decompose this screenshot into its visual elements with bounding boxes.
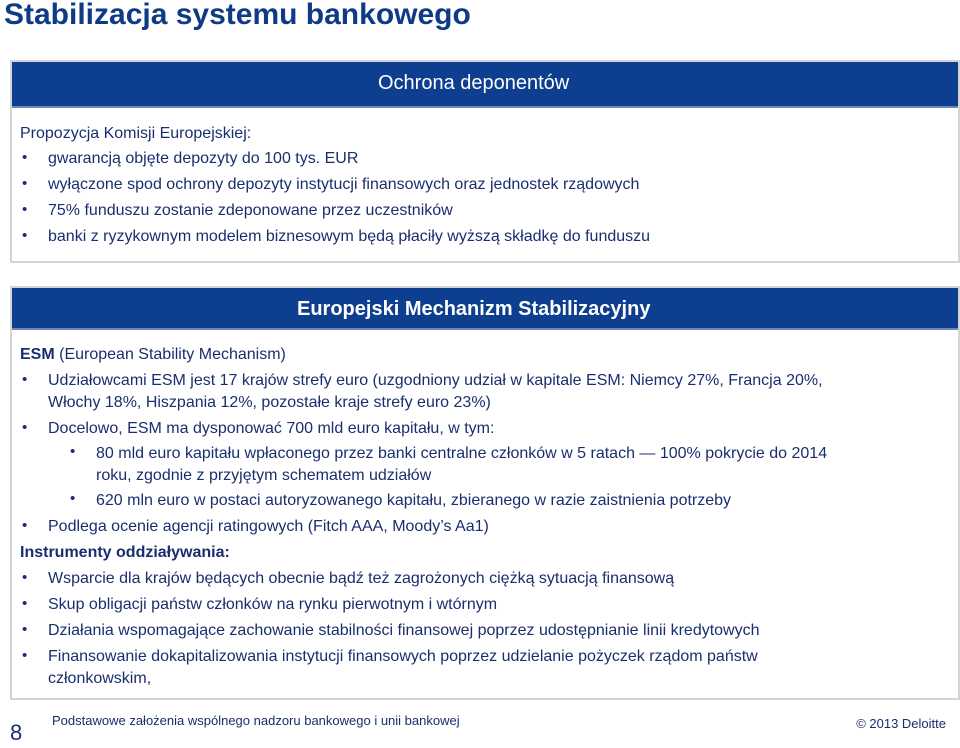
esm-definition [20,345,286,365]
list-item: Działania wspomagające zachowanie stabilności finansowej poprzez udostępnianie linii kredytowych [48,622,760,639]
list-item: 75% funduszu zostanie zdeponowane przez uczestników [48,202,453,219]
esm-abbrev: ESM [20,346,55,363]
bullet-icon: • [22,569,28,586]
footer-text: Podstawowe założenia wspólnego nadzoru bankowego i unii bankowej [52,713,460,728]
esm-header [12,288,958,330]
list-item-continuation: członkowskim, [48,670,152,687]
list-item: wyłączone spod ochrony depozyty instytucji finansowych oraz jednostek rządowych [48,176,640,193]
list-item: Podlega ocenie agencji ratingowych (Fitch AAA, Moody’s Aa1) [48,518,489,535]
list-item: banki z ryzykownym modelem biznesowym będą płaciły wyższą składkę do funduszu [48,228,651,245]
list-item: Docelowo, ESM ma dysponować 700 mld euro kapitału, w tym: [48,420,495,437]
bullet-icon: • [22,175,28,192]
esm-fullname: (European Stability Mechanism) [54,346,286,363]
bullet-icon: • [22,227,28,244]
bullet-icon: • [22,371,28,388]
bullet-icon: • [70,443,76,460]
instruments-heading [20,543,230,563]
bullet-icon: • [22,621,28,638]
bullet-icon: • [70,490,76,507]
bullet-icon: • [22,647,28,664]
bullet-icon: • [22,517,28,534]
bullet-icon: • [22,595,28,612]
bullet-icon: • [22,149,28,166]
esm-heading: Europejski Mechanizm Stabilizacyjny [297,298,651,320]
commission-proposal-label: Propozycja Komisji Europejskiej: [20,125,252,142]
page-number: 8 [10,720,23,745]
deposit-protection-header [12,62,958,108]
list-item: Skup obligacji państw członków na rynku pierwotnym i wtórnym [48,596,498,613]
bullet-icon: • [22,201,28,218]
list-item: gwarancją objęte depozyty do 100 tys. EUR [48,150,359,167]
sub-list-item: 620 mln euro w postaci autoryzowanego kapitału, zbieranego w razie zaistnienia potrzeby [96,492,732,509]
sub-list-item: 80 mld euro kapitału wpłaconego przez banki centralne członków w 5 ratach — 100% pokrycie do 2014 [96,445,828,462]
list-item: Udziałowcami ESM jest 17 krajów strefy euro (uzgodniony udział w kapitale ESM: Niemcy 27%, Francja 20%, [48,372,823,389]
list-item: Finansowanie dokapitalizowania instytucji finansowych poprzez udzielanie pożyczek rządom państw [48,648,758,665]
instruments-heading-text: Instrumenty oddziaływania: [20,544,230,561]
copyright: © 2013 Deloitte [856,716,946,731]
page-title: Stabilizacja systemu bankowego [4,0,471,31]
list-item-continuation: Włochy 18%, Hiszpania 12%, pozostałe kraje strefy euro 23%) [48,394,491,411]
sub-list-item-continuation: roku, zgodnie z przyjętym schematem udziałów [96,467,432,484]
bullet-icon: • [22,419,28,436]
deposit-protection-heading: Ochrona deponentów [378,72,570,94]
list-item: Wsparcie dla krajów będących obecnie bądź też zagrożonych ciężką sytuacją finansową [48,570,675,587]
